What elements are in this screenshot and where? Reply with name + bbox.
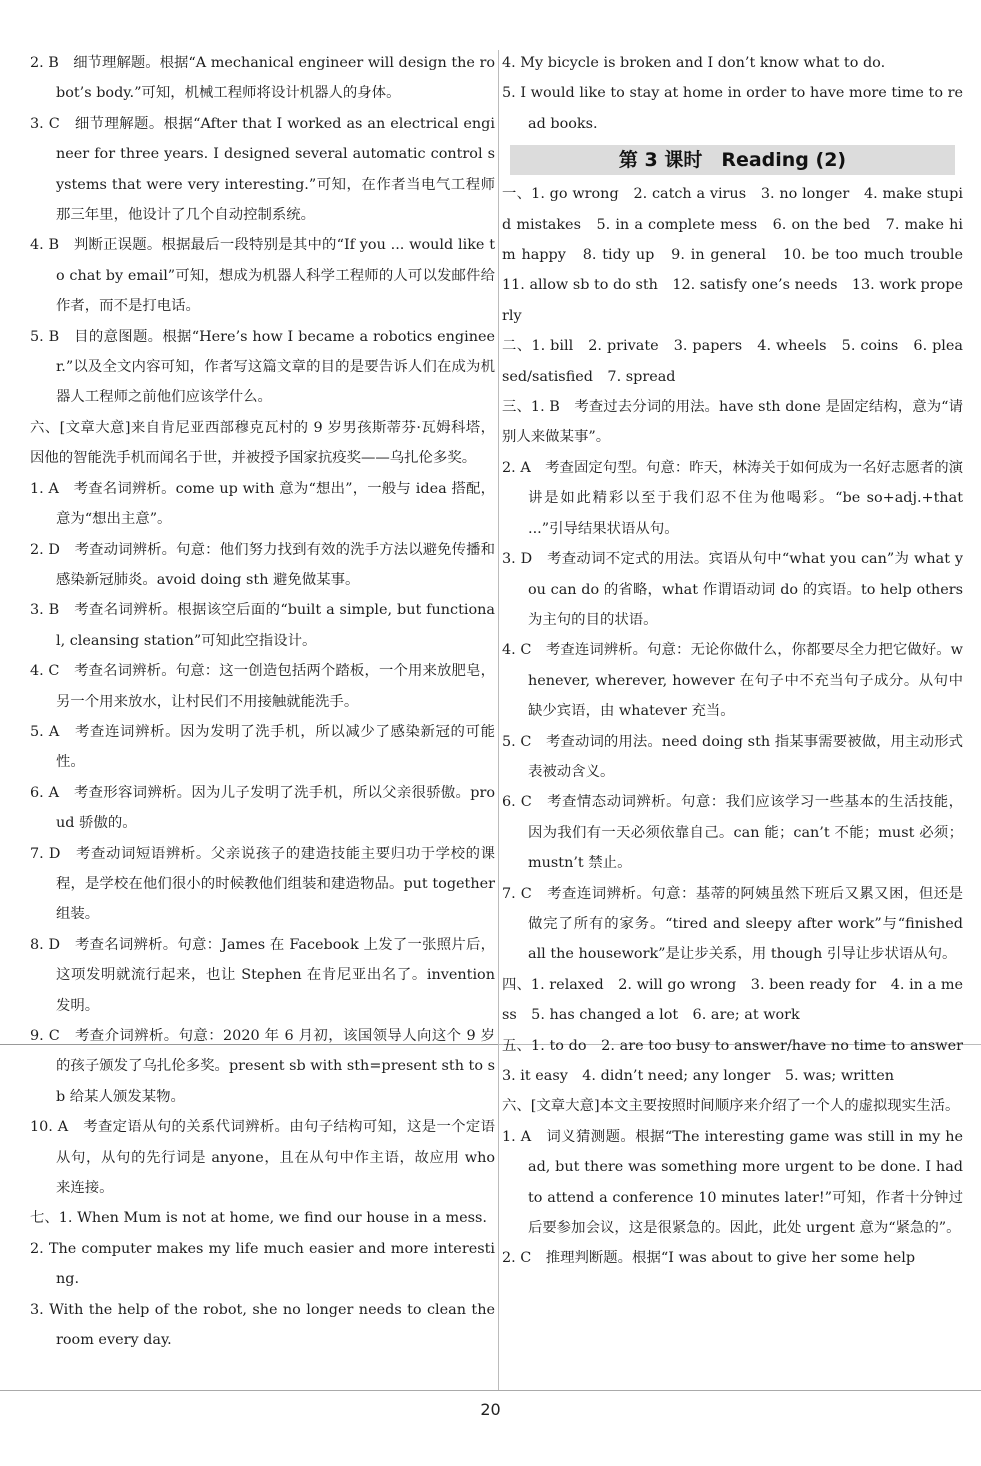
answer-item: 6. A 考查形容词辨析。因为儿子发明了洗手机，所以父亲很骄傲。proud 骄傲的。 (30, 784, 495, 832)
section-heading-item: 六、[文章大意]本文主要按照时间顺序来介绍了一个人的虚拟现实生活。 (502, 1098, 960, 1115)
answer-item: 5. C 考查动词的用法。need doing sth 指某事需要被做，用主动形式表被动含义。 (502, 733, 963, 780)
section-heading-item: 一、1. go wrong 2. catch a virus 3. no longer 4. make stupid mistakes 5. in a complete mess 6. on the bed 7. make him happy 8. tidy up 9. in general 10. be too much trouble 11. allow sb to do sth 12. satisfy one’s needs 13. work properly (502, 186, 978, 324)
answer-item: 9. C 考查介词辨析。句意：2020 年 6 月初，该国领导人向这个 9 岁的孩子颁发了乌扎伦多奖。present sb with sth=present sth to sb 给某人颁发某物。 (30, 1028, 495, 1105)
lesson-title: 第 3 课时 Reading (2) (510, 145, 955, 175)
section-heading-item: 五、1. to do 2. are too busy to answer/have no time to answer 3. it easy 4. didn’t need; any longer 5. was; written (502, 1037, 978, 1084)
answer-item: 4. C 考查连词辨析。句意：无论你做什么，你都要尽全力把它做好。whenever, wherever, however 在句子中不充当句子成分。从句中缺少宾语，由 whatever 充当。 (502, 642, 963, 720)
answer-item: 2. A 考查固定句型。句意：昨天，林涛关于如何成为一名好志愿者的演讲是如此精彩以至于我们忍不住为他喝彩。“be so+adj.+that ...”引导结果状语从句。 (502, 459, 963, 537)
right-column-top (502, 48, 963, 139)
answer-item: 3. With the help of the robot, she no longer needs to clean the room every day. (30, 1301, 495, 1349)
right-column-body (502, 179, 978, 1274)
answer-item: 3. D 考查动词不定式的用法。宾语从句中“what you can”为 what you can do 的省略，what 作谓语动词 do 的宾语。to help others 为主句的目的状语。 (502, 551, 963, 628)
section-heading-item: 四、1. relaxed 2. will go wrong 3. been ready for 4. in a mess 5. has changed a lot 6. are; at work (502, 976, 963, 1024)
answer-item: 4. My bicycle is broken and I don’t know what to do. (502, 55, 886, 71)
section-heading-item: 三、1. B 考查过去分词的用法。have sth done 是固定结构，意为“请别人来做某事”。 (502, 399, 963, 446)
answer-item: 2. D 考查动词辨析。句意：他们努力找到有效的洗手方法以避免传播和感染新冠肺炎。avoid doing sth 避免做某事。 (30, 541, 495, 588)
section-heading-item: 六、[文章大意]来自肯尼亚西部穆克瓦村的 9 岁男孩斯蒂芬·瓦姆科塔，因他的智能洗手机而闻名于世，并被授予国家抗疫奖——乌扎伦多奖。 (30, 419, 495, 467)
answer-item: 1. A 考查名词辨析。come up with 意为“想出”，一般与 idea 搭配，意为“想出主意”。 (30, 480, 495, 528)
answer-item: 3. B 考查名词辨析。根据该空后面的“built a simple, but functional, cleansing station”可知此空指设计。 (30, 602, 495, 649)
right-column (502, 48, 978, 1274)
footer-rule (0, 1390, 981, 1391)
answer-item: 5. B 目的意图题。根据“Here’s how I became a robotics engineer.”以及全文内容可知，作者写这篇文章的目的是要告诉人们在成为机器人工程师之前他们应该学什么。 (30, 328, 495, 406)
page-number: 20 (480, 1400, 501, 1419)
answer-item: 2. B 细节理解题。根据“A mechanical engineer will design the robot’s body.”可知，机械工程师将设计机器人的身体。 (30, 55, 495, 102)
answer-item: 2. C 推理判断题。根据“I was about to give her some help (502, 1250, 916, 1267)
left-column (30, 48, 495, 1355)
answer-item: 7. C 考查连词辨析。句意：基蒂的阿姨虽然下班后又累又困，但还是做完了所有的家务。“tired and sleepy after work”与“finished all the housework”是让步关系，用 though 引导让步状语从句。 (502, 885, 963, 963)
answer-item: 6. C 考查情态动词辨析。句意：我们应该学习一些基本的生活技能，因为我们有一天必须依靠自己。can 能；can’t 不能；must 必须；mustn’t 禁止。 (502, 794, 963, 872)
answer-item: 8. D 考查名词辨析。句意：James 在 Facebook 上发了一张照片后，这项发明就流行起来，也让 Stephen 在肯尼亚出名了。invention 发明。 (30, 936, 495, 1014)
answer-item: 1. A 词义猜测题。根据“The interesting game was still in my head, but there was something more urgent to be done. I had to attend a conference 10 minutes later!”可知，作者十分钟过后要参加会议，这是很紧急的。因此，此处 urgent 意为“紧急的”。 (502, 1128, 963, 1237)
answer-item: 7. D 考查动词短语辨析。父亲说孩子的建造技能主要归功于学校的课程，是学校在他们很小的时候教他们组装和建造物品。put together 组装。 (30, 845, 495, 923)
answer-item: 10. A 考查定语从句的关系代词辨析。由句子结构可知，这是一个定语从句，从句的先行词是 anyone，且在从句中作主语，故应用 who 来连接。 (30, 1119, 495, 1197)
answer-item: 5. A 考查连词辨析。因为发明了洗手机，所以减少了感染新冠的可能性。 (30, 723, 495, 771)
answer-item: 3. C 细节理解题。根据“After that I worked as an electrical engineer for three years. I designed several automatic control systems that were very interesting.”可知，在作者当电气工程师那三年里，他设计了几个自动控制系统。 (30, 115, 495, 224)
section-heading-item: 二、1. bill 2. private 3. papers 4. wheels 5. coins 6. pleased/satisfied 7. spread (502, 338, 963, 385)
answer-item: 4. C 考查名词辨析。句意：这一创造包括两个踏板，一个用来放肥皂，另一个用来放水，让村民们不用接触就能洗手。 (30, 663, 495, 710)
answer-item: 5. I would like to stay at home in order to have more time to read books. (502, 85, 963, 132)
section-heading-item: 七、1. When Mum is not at home, we find our house in a mess. (30, 1210, 487, 1227)
answer-item: 2. The computer makes my life much easier and more interesting. (30, 1240, 495, 1288)
answer-item: 4. B 判断正误题。根据最后一段特别是其中的“If you ... would like to chat by email”可知，想成为机器人科学工程师的人可以发邮件给作者，而不是打电话。 (30, 237, 495, 315)
column-divider (498, 50, 499, 1390)
